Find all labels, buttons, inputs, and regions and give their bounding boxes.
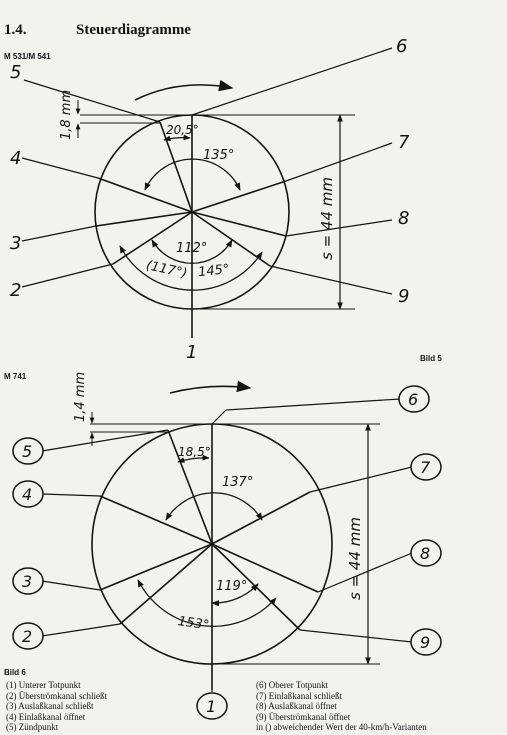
diagram2-leader-3 <box>42 581 100 590</box>
diagram1-label-5: 5 <box>10 62 22 83</box>
diagram2-stroke-label: s = 44 mm <box>346 517 364 600</box>
diagram1-figure-label: Bild 5 <box>420 354 442 363</box>
diagram2-angle-119: 119° <box>216 579 248 594</box>
diagram1-angle-145: 145° <box>197 262 231 281</box>
section-number: 1.4. <box>4 22 27 38</box>
diagram1-spoke-7 <box>192 181 286 212</box>
diagram1-leader-8 <box>286 220 392 236</box>
diagram1-label-7: 7 <box>398 132 410 153</box>
diagram2-spoke-4 <box>100 496 212 544</box>
diagram2-arc-137 <box>166 493 262 520</box>
diagram1-rotation-arrow <box>135 85 232 100</box>
diagram2-label-2: 2 <box>22 627 33 646</box>
diagram1-label-2: 2 <box>10 280 22 301</box>
diagram2-label-1: 1 <box>206 697 217 716</box>
legend-item-5: (5) Zündpunkt <box>6 722 59 732</box>
diagram1-leader-2 <box>22 264 113 287</box>
diagram1-leader-3 <box>22 226 96 241</box>
legend-item-1: (1) Unterer Totpunkt <box>6 680 81 690</box>
diagram2-label-9: 9 <box>420 633 431 652</box>
diagram2-label-6: 6 <box>408 390 419 409</box>
legend-item-7: (7) Einlaßkanal schließt <box>256 690 342 701</box>
section-title: Steuerdiagramme <box>76 22 191 38</box>
diagram2-figure-label: Bild 6 <box>4 668 26 677</box>
legend-item-8: (8) Auslaßkanal öffnet <box>256 701 337 711</box>
diagram1-angle-20: 20,5° <box>166 123 199 137</box>
diagram2-angle-137: 137° <box>222 475 254 490</box>
diagram2-leader-5 <box>42 430 168 451</box>
legend-item-4: (4) Einlaßkanal öffnet <box>6 711 86 722</box>
diagram2-angle-18: 18,5° <box>178 445 211 459</box>
legend-right <box>256 680 427 733</box>
diagram2-leader-6a <box>212 410 226 424</box>
diagram1-label-8: 8 <box>398 208 410 229</box>
diagram2-label-8: 8 <box>420 544 431 563</box>
diagram1-label-6: 6 <box>396 36 408 57</box>
diagram2-label-7: 7 <box>420 458 431 477</box>
diagram2-leader-9 <box>300 630 412 642</box>
diagram1-angle-112: 112° <box>176 241 208 256</box>
diagram2-label-5: 5 <box>22 442 33 461</box>
diagram2-rotation-arrow <box>170 386 250 393</box>
diagram2-leader-4 <box>42 494 100 496</box>
diagram2-label-3: 3 <box>22 572 33 591</box>
diagram1-label-3: 3 <box>10 233 22 254</box>
diagram1-arc-20 <box>164 138 190 140</box>
diagram1-stroke-label: s = 44 mm <box>318 177 336 260</box>
diagram1-spoke-8 <box>192 212 286 236</box>
diagram1-label-4: 4 <box>10 148 22 169</box>
legend-item-6: (6) Oberer Totpunkt <box>256 680 329 690</box>
diagram1-leader-9 <box>270 266 392 294</box>
legend-note: in () abweichender Wert der 40-km/h-Varianten <box>256 722 427 732</box>
diagram1-spoke-4 <box>98 178 192 212</box>
diagram1-leader-4 <box>22 158 98 178</box>
diagram1-label-9: 9 <box>398 286 410 307</box>
legend-item-3: (3) Auslaßkanal schließt <box>6 701 94 711</box>
diagram1-angle-117: (117°) <box>144 258 189 282</box>
diagram1-leader-6 <box>192 48 392 115</box>
diagram2-leader-6b <box>226 399 400 410</box>
diagram2-model-label: M 741 <box>4 372 27 381</box>
legend-item-2: (2) Überströmkanal schließt <box>6 690 107 701</box>
diagram2-leader-2 <box>42 624 120 636</box>
diagram2-angle-153: 153° <box>176 614 210 634</box>
diagram2-label-4: 4 <box>22 485 33 504</box>
diagram1 <box>22 48 392 338</box>
legend-item-9: (9) Überströmkanal öffnet <box>256 711 351 722</box>
diagram2-leader-7 <box>310 467 412 492</box>
diagram1-spoke-3 <box>96 212 192 226</box>
diagram1-angle-135: 135° <box>203 148 235 163</box>
diagram1-label-1: 1 <box>186 342 198 363</box>
diagram2-offset-label: 1,4 mm <box>73 371 88 422</box>
diagram2-label-circles <box>13 386 441 719</box>
diagram1-leader-5 <box>24 80 160 122</box>
diagram1-offset-label: 1,8 mm <box>59 89 74 140</box>
diagram2-leader-8 <box>318 553 412 592</box>
diagram1-spoke-2 <box>113 212 192 264</box>
diagram2-spoke-3 <box>100 544 212 590</box>
diagram1-model-label: M 531/M 541 <box>4 52 51 61</box>
diagram1-leader-7 <box>286 143 392 181</box>
legend-left <box>6 680 107 733</box>
